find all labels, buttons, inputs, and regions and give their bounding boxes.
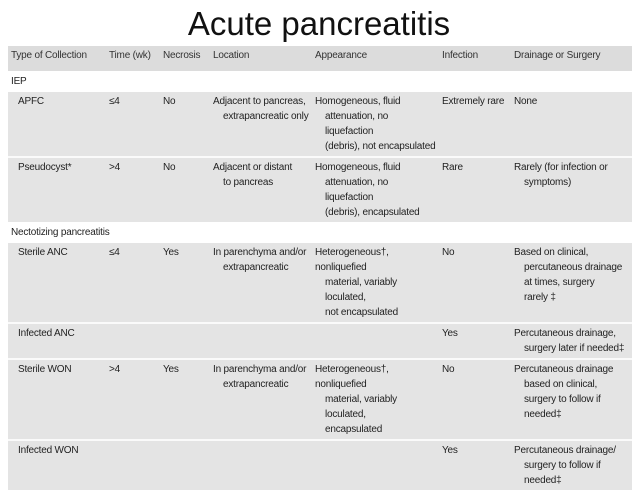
cell-location — [210, 359, 312, 440]
cell-drainage-line: surgery later if needed‡ — [524, 343, 625, 354]
cell-location-line: extrapancreatic — [223, 262, 289, 273]
cell-drainage-line: rarely ‡ — [524, 292, 556, 303]
cell-appearance — [312, 243, 439, 323]
cell-location-line: In parenchyma and/or — [213, 247, 307, 258]
header-type-of-collection: Type of Collection — [8, 46, 106, 71]
header-necrosis: Necrosis — [160, 46, 210, 71]
cell-location-line: extrapancreatic only — [223, 111, 309, 122]
cell-type: Sterile WON — [8, 359, 106, 440]
cell-time: ≤4 — [106, 243, 160, 323]
table-body — [8, 71, 632, 490]
cell-drainage-line: needed‡ — [524, 409, 562, 420]
cell-appearance-line: (debris), not encapsulated — [325, 141, 436, 152]
cell-appearance — [312, 440, 439, 490]
cell-appearance-line: Homogeneous, fluid — [315, 96, 401, 107]
cell-infection: No — [439, 243, 511, 323]
cell-location-line: In parenchyma and/or — [213, 364, 307, 375]
cell-time: >4 — [106, 359, 160, 440]
cell-type: Sterile ANC — [8, 243, 106, 323]
cell-appearance-line: Heterogeneous†, nonliquefied — [315, 364, 389, 390]
cell-appearance-line: attenuation, no liquefaction — [325, 111, 389, 137]
cell-time: ≤4 — [106, 92, 160, 157]
header-drainage-or-surgery: Drainage or Surgery — [511, 46, 632, 71]
cell-drainage-line: needed‡ — [524, 475, 562, 486]
cell-drainage-line: surgery to follow if — [524, 394, 601, 405]
cell-drainage — [511, 243, 632, 323]
cell-drainage — [511, 323, 632, 359]
cell-location — [210, 157, 312, 222]
cell-infection: No — [439, 359, 511, 440]
cell-drainage-line: Based on clinical, — [514, 247, 589, 258]
cell-drainage — [511, 92, 632, 157]
cell-necrosis: No — [160, 157, 210, 222]
cell-time — [106, 323, 160, 359]
header-appearance: Appearance — [312, 46, 439, 71]
table-row — [8, 440, 632, 490]
cell-drainage-line: surgery to follow if — [524, 460, 601, 471]
cell-appearance-line: material, variably loculated, — [325, 277, 397, 303]
cell-location-line: to pancreas — [223, 177, 274, 188]
collection-table-container — [8, 46, 632, 486]
header-location: Location — [210, 46, 312, 71]
cell-appearance-line: (debris), encapsulated — [325, 207, 420, 218]
table-row — [8, 359, 632, 440]
cell-location — [210, 323, 312, 359]
cell-drainage-line: Percutaneous drainage/ — [514, 445, 616, 456]
cell-drainage-line: percutaneous drainage — [524, 262, 623, 273]
group-row — [8, 222, 632, 243]
table-row — [8, 157, 632, 222]
cell-necrosis — [160, 440, 210, 490]
group-label: IEP — [8, 71, 632, 92]
cell-appearance — [312, 157, 439, 222]
cell-appearance-line: not encapsulated — [325, 307, 398, 318]
cell-drainage — [511, 359, 632, 440]
cell-infection: Rare — [439, 157, 511, 222]
cell-infection: Yes — [439, 440, 511, 490]
cell-location-line: Adjacent to pancreas, — [213, 96, 306, 107]
cell-drainage-line: Percutaneous drainage, — [514, 328, 616, 339]
cell-drainage — [511, 440, 632, 490]
table-row — [8, 92, 632, 157]
cell-infection: Yes — [439, 323, 511, 359]
cell-drainage — [511, 157, 632, 222]
cell-drainage-line: Rarely (for infection or — [514, 162, 608, 173]
cell-appearance-line: Homogeneous, fluid — [315, 162, 401, 173]
cell-location — [210, 243, 312, 323]
cell-type: APFC — [8, 92, 106, 157]
table-row — [8, 323, 632, 359]
cell-appearance-line: Heterogeneous†, nonliquefied — [315, 247, 389, 273]
cell-location — [210, 92, 312, 157]
cell-appearance-line: encapsulated — [325, 424, 383, 435]
cell-necrosis: Yes — [160, 243, 210, 323]
cell-drainage-line: Percutaneous drainage — [514, 364, 614, 375]
cell-time — [106, 440, 160, 490]
cell-type: Pseudocyst* — [8, 157, 106, 222]
slide-title: Acute pancreatitis — [187, 5, 451, 42]
cell-appearance — [312, 323, 439, 359]
cell-appearance-line: attenuation, no liquefaction — [325, 177, 389, 203]
cell-time: >4 — [106, 157, 160, 222]
cell-location-line: extrapancreatic — [223, 379, 289, 390]
cell-infection: Extremely rare — [439, 92, 511, 157]
cell-location-line: Adjacent or distant — [213, 162, 293, 173]
table-header-row — [8, 46, 632, 71]
cell-appearance — [312, 359, 439, 440]
cell-necrosis: Yes — [160, 359, 210, 440]
group-row — [8, 71, 632, 92]
cell-necrosis — [160, 323, 210, 359]
cell-drainage-line: symptoms) — [524, 177, 572, 188]
cell-drainage-line: based on clinical, — [524, 379, 598, 390]
cell-appearance-line: material, variably loculated, — [325, 394, 397, 420]
cell-appearance — [312, 92, 439, 157]
cell-drainage-line: None — [514, 96, 538, 107]
cell-location — [210, 440, 312, 490]
cell-type: Infected ANC — [8, 323, 106, 359]
table-row — [8, 243, 632, 323]
pancreatic-collection-table — [8, 46, 632, 490]
header-infection: Infection — [439, 46, 511, 71]
group-label: Nectotizing pancreatitis — [8, 222, 632, 243]
cell-type: Infected WON — [8, 440, 106, 490]
cell-drainage-line: at times, surgery — [524, 277, 595, 288]
header-time: Time (wk) — [106, 46, 160, 71]
cell-necrosis: No — [160, 92, 210, 157]
